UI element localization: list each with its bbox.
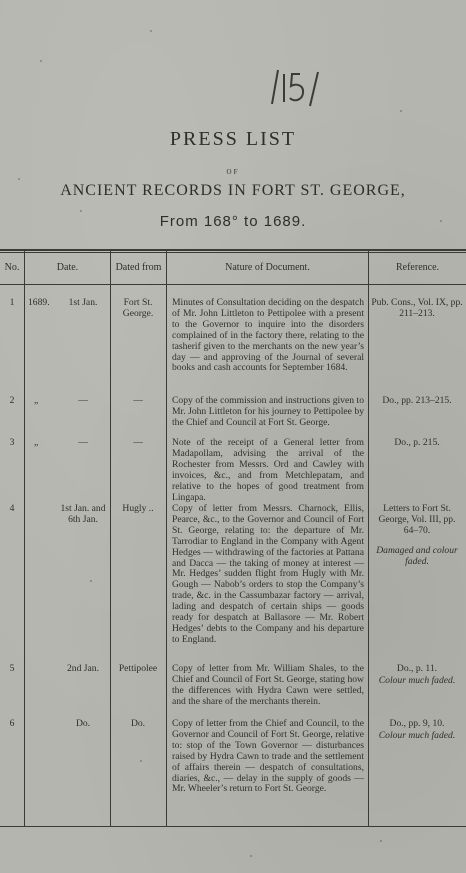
- header-dated-from: Dated from: [115, 262, 162, 273]
- header-nature: Nature of Document.: [225, 262, 310, 273]
- row-date: 1st Jan.: [68, 297, 98, 308]
- header-date: Date.: [56, 262, 79, 273]
- row-year: 1689.: [28, 297, 50, 308]
- title-of: OF: [226, 168, 240, 176]
- row-note: Colour much faded.: [378, 675, 456, 686]
- row-date: —: [78, 395, 88, 406]
- row-number: 4: [9, 503, 15, 514]
- row-year: „: [34, 395, 39, 406]
- row-number: 3: [9, 437, 15, 448]
- paper-speck: [18, 178, 20, 180]
- row-reference: Do., p. 215.: [394, 437, 440, 448]
- row-dated-from: —: [133, 437, 143, 448]
- paper-speck: [90, 580, 92, 582]
- paper-speck: [140, 760, 142, 762]
- paper-speck: [400, 110, 402, 112]
- row-nature: Copy of letter from Mr. William Shales, to the Chief and Council of Fort St. George, stating how the differences with Hydra Cawn were settled, and the share of the merchants therein.: [172, 663, 364, 707]
- paper-speck: [40, 60, 42, 62]
- row-reference: Do., p. 11.: [396, 663, 438, 674]
- table-bottom-rule: [0, 826, 466, 827]
- row-dated-from: —: [133, 395, 143, 406]
- row-number: 2: [9, 395, 15, 406]
- row-year: „: [34, 437, 39, 448]
- row-date: —: [78, 437, 88, 448]
- document-subtitle: ANCIENT RECORDS IN FORT ST. GEORGE,: [60, 182, 406, 199]
- row-number: 1: [9, 297, 15, 308]
- paper-speck: [250, 855, 252, 857]
- paper-speck: [380, 840, 382, 842]
- row-nature: Note of the receipt of a General letter from Madapollam, advising the arrival of the Rochester from Messrs. Ord and Cawley with invoices, &c., and from Metchlepatam, and relative to the hopes of good treatment from Lingapa.: [172, 437, 364, 503]
- row-date: 2nd Jan.: [67, 663, 99, 674]
- row-note: Damaged and colour faded.: [376, 545, 458, 567]
- row-dated-from: Do.: [130, 718, 146, 729]
- header-top-rule-2: [0, 252, 466, 253]
- row-number: 6: [9, 718, 15, 729]
- column-divider: [166, 250, 167, 827]
- row-reference: Do., pp. 213–215.: [382, 395, 452, 406]
- row-note: Colour much faded.: [378, 730, 456, 741]
- row-dated-from: Pettipolee: [118, 663, 158, 674]
- row-reference: Letters to Fort St. George, Vol. III, pp. 64–70.: [378, 503, 456, 536]
- column-divider: [368, 250, 369, 827]
- header-bottom-rule: [0, 284, 466, 285]
- paper-speck: [80, 210, 82, 212]
- row-nature: Minutes of Consultation deciding on the despatch of Mr. John Littleton to Pettipolee with a present to the Governor to inquire into the disorders complained of in the factory there, relating to the tasherif given to the merchants on the new year’s day — and approving of the Journal of several books and cash accounts for September 1684.: [172, 297, 364, 374]
- row-date: Do.: [75, 718, 91, 729]
- header-top-rule: [0, 249, 466, 251]
- handwritten-page-number: [266, 66, 326, 110]
- document-title: PRESS LIST: [169, 128, 297, 150]
- row-reference: Do., pp. 9, 10.: [389, 718, 445, 729]
- column-divider: [24, 250, 25, 827]
- row-date: 1st Jan. and 6th Jan.: [60, 503, 106, 525]
- date-range: From 168° to 1689.: [159, 213, 307, 230]
- row-number: 5: [9, 663, 15, 674]
- row-dated-from: Hugly ..: [122, 503, 154, 514]
- row-dated-from: Fort St. George.: [122, 297, 154, 319]
- row-reference: Pub. Cons., Vol. IX, pp. 211–213.: [371, 297, 463, 319]
- paper-speck: [440, 220, 442, 222]
- column-divider: [110, 250, 111, 827]
- header-no: No.: [4, 262, 20, 273]
- paper-speck: [150, 30, 152, 32]
- row-nature: Copy of the commission and instructions given to Mr. John Littleton for his journey to Pettipolee by the Chief and Council at Fort St. George.: [172, 395, 364, 428]
- row-nature: Copy of letter from Messrs. Charnock, Ellis, Pearce, &c., to the Governor and Council of Fort St. George, relating to: the departure of Mr. Tarrodiar to England in the Company with Agent Hedges — withdrawing of the factories at Pattana and Dacca — the taking of money at interest — Mr. Hedges’ sudden flight from Hugly with Mr. Gough — Nabob’s orders to stop the Company’s trade, &c. in the Cassumbazar factory — arrival, lading and despatch of certain ships — goods ready for despatch at Ballasore — Mr. Robert Hedges’ debts to the Company and his departure to England.: [172, 503, 364, 645]
- header-reference: Reference.: [395, 262, 440, 273]
- row-nature: Copy of letter from the Chief and Council, to the Governor and Council of Fort St. George, relative to: stop of the Town Governor — disturbances raised by Hydra Cawn to trade and the settlement of affairs therein — despatch of consultations, diaries, &c., — delay in the supply of goods — Mr. Wheeler’s return to Fort St. George.: [172, 718, 364, 795]
